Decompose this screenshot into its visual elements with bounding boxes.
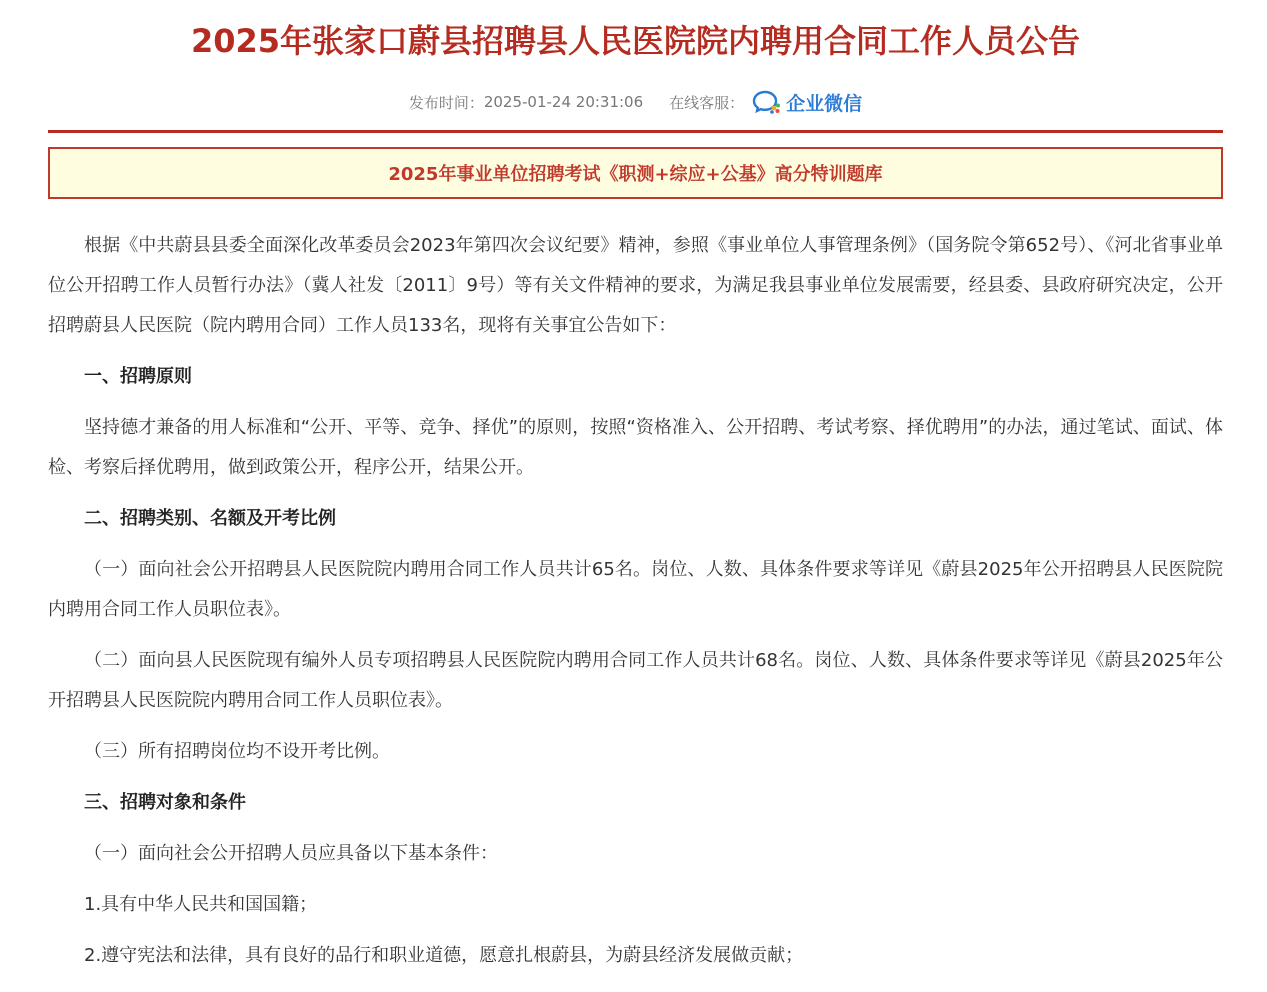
intro-paragraph: 根据《中共蔚县县委全面深化改革委员会2023年第四次会议纪要》精神，参照《事业单位人事管理条例》（国务院令第652号）、《河北省事业单位公开招聘工作人员暂行办法》（冀人社发〔2011〕9号）等有关文件精神的要求，为满足我县事业单位发展需要，经县委、县政府研究决定，公开招聘蔚县人民医院（院内聘用合同）工作人员133名，现将有关事宜公告如下： [48,235,1223,336]
section-2-item: （二）面向县人民医院现有编外人员专项招聘县人民医院院内聘用合同工作人员共计68名。岗位、人数、具体条件要求等详见《蔚县2025年公开招聘县人民医院院内聘用合同工作人员职位表》。 [48,650,1223,711]
section-2-item: （三）所有招聘岗位均不设开考比例。 [84,741,390,762]
section-3-item: 1.具有中华人民共和国国籍； [84,894,318,915]
page-title: 2025年张家口蔚县招聘县人民医院院内聘用合同工作人员公告 [190,22,1081,60]
section-2-item: （一）面向社会公开招聘县人民医院院内聘用合同工作人员共计65名。岗位、人数、具体条件要求等详见《蔚县2025年公开招聘县人民医院院内聘用合同工作人员职位表》。 [48,559,1223,620]
title-divider [48,130,1223,133]
section-3-item: 2.遵守宪法和法律，具有良好的品行和职业道德，愿意扎根蔚县，为蔚县经济发展做贡献； [84,945,804,966]
section-1-paragraph: 坚持德才兼备的用人标准和“公开、平等、竞争、择优”的原则，按照“资格准入、公开招聘、考试考察、择优聘用”的办法，通过笔试、面试、体检、考察后择优聘用，做到政策公开，程序公开，结果公开。 [48,417,1223,478]
section-heading-2: 二、招聘类别、名额及开考比例 [84,508,336,529]
publish-label: 发布时间： [408,93,484,112]
section-heading-1: 一、招聘原则 [84,366,192,387]
article-body [48,226,1223,976]
publish-time: 2025-01-24 20:31:06 [483,93,644,111]
section-3-item: （一）面向社会公开招聘人员应具备以下基本条件： [84,843,498,864]
wecom-service-link[interactable] [752,89,862,116]
promo-banner[interactable]: 2025年事业单位招聘考试《职测+综应+公基》高分特训题库 [48,147,1223,199]
article-page [48,0,1223,987]
wecom-icon [752,89,782,115]
article-meta [48,79,1223,125]
section-heading-3: 三、招聘对象和条件 [84,792,246,813]
wecom-label: 企业微信 [786,92,863,115]
service-label: 在线客服： [669,93,745,112]
